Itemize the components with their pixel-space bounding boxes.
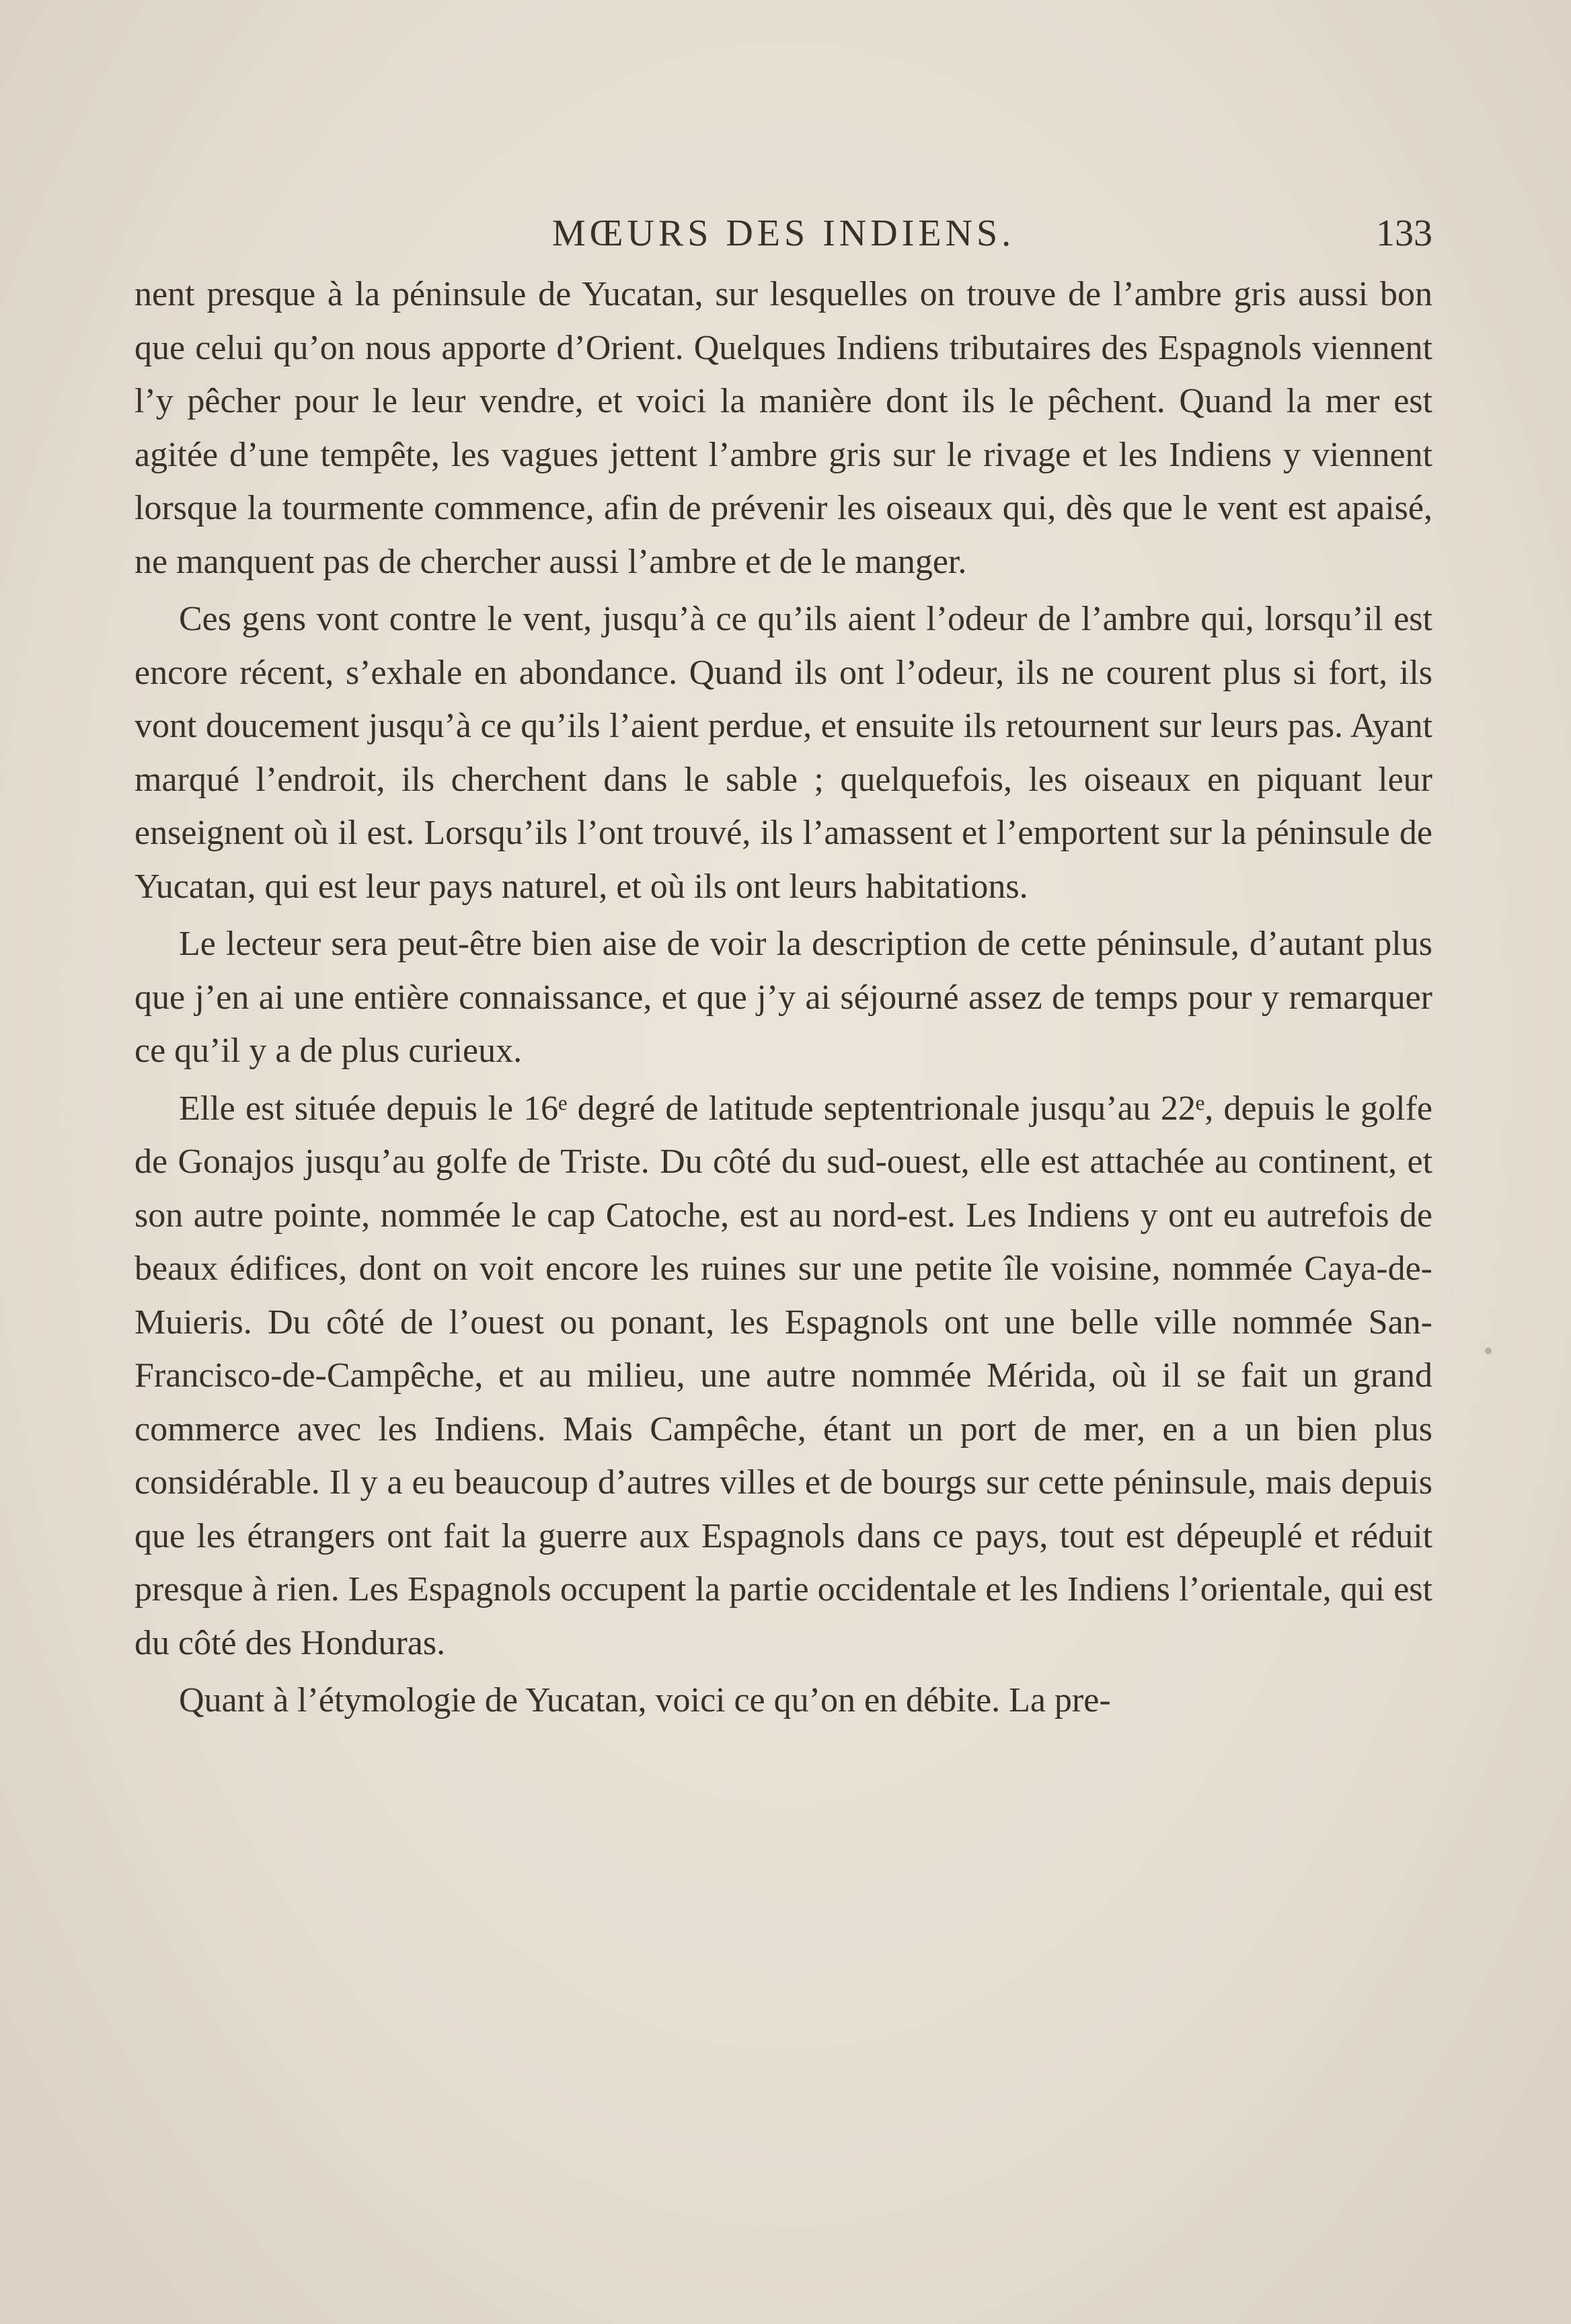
paragraph-continuation: nent presque à la péninsule de Yucatan, sur lesquelles on trouve de l’ambre gris aussi bon que celui qu’on nous apporte d’Orient. Quelques Indiens tributaires des Espagnols viennent l’y pêcher pour le leur vendre, et voici la manière dont ils le pêchent. Quand la mer est agitée d’une tempête, les vagues jettent l’ambre gris sur le rivage et les Indiens y viennent lorsque la tourmente commence, afin de prévenir les oiseaux qui, dès que le vent est apaisé, ne manquent pas de chercher aussi l’ambre et de le manger. bbox=[135, 275, 1432, 581]
paragraph-reader-description: Le lecteur sera peut-être bien aise de voir la description de cette péninsule, d’autant plus que j’en ai une entière connaissance, et que j’y ai séjourné assez de temps pour y remarquer ce qu’il y a de plus curieux. bbox=[135, 925, 1432, 1070]
page-number: 133 bbox=[1376, 212, 1432, 254]
paragraph-peninsula-geography: Elle est située depuis le 16ᵉ degré de latitude septentrionale jusqu’au 22ᵉ, depuis le golfe de Gonajos jusqu’au golfe de Triste. Du côté du sud-ouest, elle est attachée au continent, et son autre pointe, nommée le cap Catoche, est au nord-est. Les Indiens y ont eu autrefois de beaux édifices, dont on voit encore les ruines sur une petite île voisine, nommée Caya-de-Muieris. Du côté de l’ouest ou ponant, les Espagnols ont une belle ville nommée San-Francisco-de-Campêche, et au milieu, une autre nommée Mérida, où il se fait un grand commerce avec les Indiens. Mais Campêche, étant un port de mer, en a un bien plus considérable. Il y a eu beaucoup d’autres villes et de bourgs sur cette péninsule, mais depuis que les étrangers ont fait la guerre aux Espagnols dans ce pays, tout est dépeuplé et réduit presque à rien. Les Espagnols occupent la partie occidentale et les Indiens l’orientale, qui est du côté des Honduras. bbox=[135, 1089, 1432, 1662]
running-title: MŒURS DES INDIENS. bbox=[551, 212, 1016, 254]
paragraph-etymology: Quant à l’étymologie de Yucatan, voici ce qu’on en débite. La pre- bbox=[179, 1681, 1111, 1719]
paragraph-ambergris-search: Ces gens vont contre le vent, jusqu’à ce qu’ils aient l’odeur de l’ambre qui, lorsqu’il est encore récent, s’exhale en abondance. Quand ils ont l’odeur, ils ne courent plus si fort, ils vont doucement jusqu’à ce qu’ils l’aient perdue, et ensuite ils retournent sur leurs pas. Ayant marqué l’endroit, ils cherchent dans le sable ; quelquefois, les oiseaux en piquant leur enseignent où il est. Lorsqu’ils l’ont trouvé, ils l’amassent et l’emportent sur la péninsule de Yucatan, qui est leur pays naturel, et où ils ont leurs habitations. bbox=[135, 600, 1432, 906]
page-header bbox=[135, 203, 1432, 264]
paper-speck bbox=[1485, 1348, 1492, 1354]
body-text bbox=[135, 268, 1432, 1728]
